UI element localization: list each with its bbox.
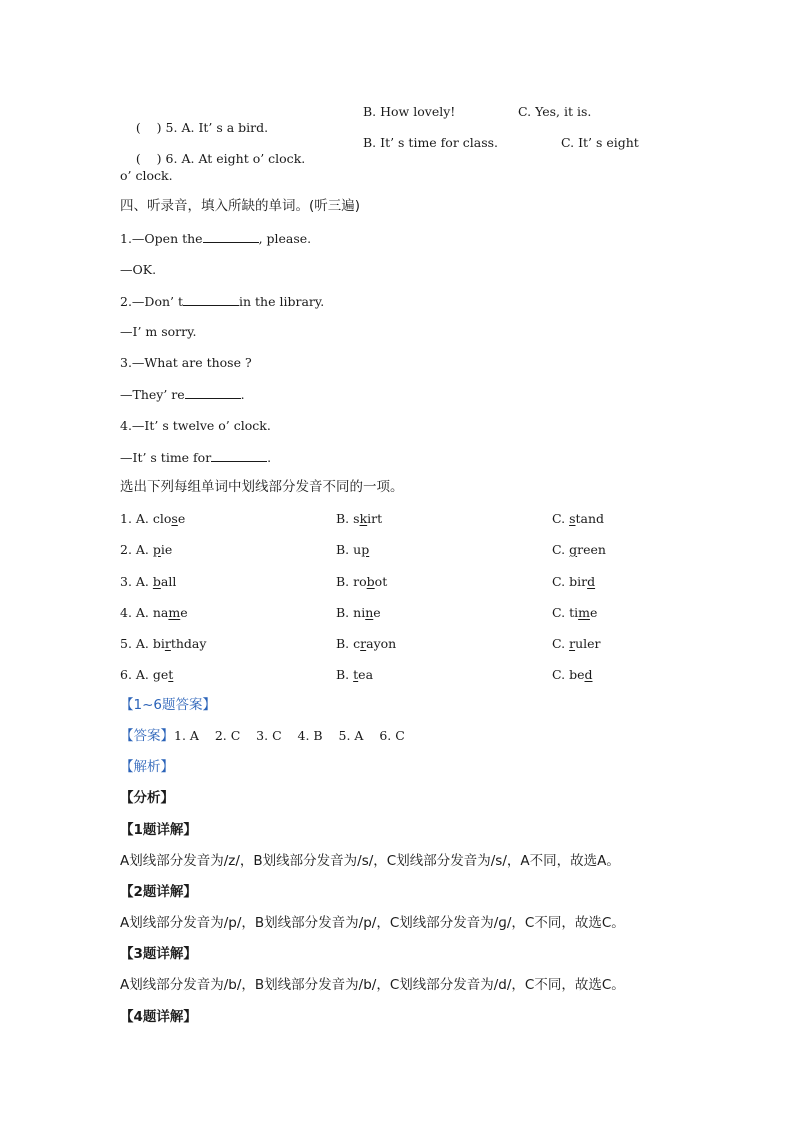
phonics-row-1-option-c: C. stand — [552, 511, 605, 526]
phonics-word: ruler — [569, 636, 601, 651]
phonics-row-1-option-b: B. skirt — [336, 511, 383, 526]
underlined-letters: k — [359, 511, 368, 526]
phonics-row-6-option-b: B. tea — [336, 667, 374, 682]
answers-label: 【答案】 — [120, 728, 174, 744]
phonics-word: close — [152, 511, 186, 526]
phonics-word: bed — [569, 667, 593, 682]
fill-q4-text: —It’ s time for — [120, 450, 212, 465]
listening-item-6-option-c: C. It’ s eight — [561, 135, 639, 150]
item-number: 5. — [165, 120, 178, 135]
fenxi-label: 【分析】 — [120, 790, 174, 806]
underlined-letters: r — [569, 636, 576, 651]
underlined-letters: t — [168, 667, 174, 682]
phonics-word: ball — [152, 574, 177, 589]
detail-1-text: A划线部分发音为/z/，B划线部分发音为/s/，C划线部分发音为/s/，A不同，故选A。 — [120, 853, 620, 869]
phonics-row-4-option-b: B. nine — [336, 605, 381, 620]
fill-q4-text-end: . — [267, 450, 272, 465]
phonics-row-4-option-a: 4. A. name — [120, 605, 188, 620]
listening-item-6-continuation: o’ clock. — [120, 168, 173, 183]
fill-q2 — [120, 293, 324, 310]
fill-q4: 4.—It’ s twelve o’ clock. — [120, 418, 271, 433]
phonics-row-2-option-a: 2. A. pie — [120, 542, 173, 557]
answer-blank[interactable] — [203, 230, 259, 243]
answers-line — [120, 728, 405, 744]
detail-1-head: 【1题详解】 — [120, 822, 197, 838]
phonics-row-6-option-a: 6. A. get — [120, 667, 174, 682]
underlined-letters: s — [171, 511, 178, 526]
phonics-word: bird — [569, 574, 596, 589]
underlined-letters: p — [361, 542, 370, 557]
phonics-word: skirt — [353, 511, 383, 526]
listening-item-5-option-c: C. Yes, it is. — [518, 104, 592, 119]
fill-q2-text-end: in the library. — [239, 294, 325, 309]
answer-paren: ( ) — [135, 151, 162, 166]
analysis-label: 【解析】 — [120, 759, 174, 775]
underlined-letters: t — [353, 667, 359, 682]
answer-blank[interactable] — [185, 386, 241, 399]
phonics-word: tea — [353, 667, 374, 682]
phonics-word: birthday — [152, 636, 207, 651]
fill-q3-text-end: . — [240, 387, 245, 402]
detail-2-text: A划线部分发音为/p/，B划线部分发音为/p/，C划线部分发音为/ɡ/，C不同，故选C。 — [120, 915, 625, 931]
fill-q1-text: 1.—Open the — [120, 231, 203, 246]
fill-q3: 3.—What are those ? — [120, 355, 252, 370]
phonics-row-2-option-b: B. up — [336, 542, 370, 557]
underlined-letters: n — [365, 605, 374, 620]
underlined-letters: r — [164, 636, 171, 651]
detail-4-head: 【4题详解】 — [120, 1009, 197, 1025]
fill-q2-text: 2.—Don’ t — [120, 294, 183, 309]
fill-q2-reply: —I’ m sorry. — [120, 324, 197, 339]
fill-q4-reply — [120, 449, 271, 466]
option-a: A. At eight o’ clock. — [181, 151, 306, 166]
fill-q1-reply: —OK. — [120, 262, 157, 277]
phonics-word: crayon — [353, 636, 397, 651]
phonics-row-3-option-c: C. bird — [552, 574, 596, 589]
detail-3-head: 【3题详解】 — [120, 946, 197, 962]
listening-item-6-option-b: B. It’ s time for class. — [363, 135, 499, 150]
phonics-word: get — [152, 667, 174, 682]
fill-q3-text: —They’ re — [120, 387, 185, 402]
answers-text: 1. A 2. C 3. C 4. B 5. A 6. C — [174, 728, 405, 743]
answers-header: 【1~6题答案】 — [120, 697, 216, 713]
underlined-letters: r — [360, 636, 367, 651]
section-4-title: 四、听录音，填入所缺的单词。(听三遍) — [120, 198, 361, 214]
phonics-title: 选出下列每组单词中划线部分发音不同的一项。 — [120, 479, 404, 495]
phonics-row-5-option-a: 5. A. birthday — [120, 636, 207, 651]
phonics-word: name — [152, 605, 188, 620]
underlined-letters: m — [168, 605, 181, 620]
phonics-word: stand — [569, 511, 605, 526]
phonics-word: robot — [353, 574, 388, 589]
item-number: 6. — [165, 151, 178, 166]
phonics-row-1-option-a: 1. A. close — [120, 511, 186, 526]
detail-2-head: 【2题详解】 — [120, 884, 197, 900]
underlined-letters: d — [587, 574, 596, 589]
underlined-letters: g — [569, 542, 578, 557]
phonics-word: green — [569, 542, 606, 557]
listening-item-5-option-b: B. How lovely! — [363, 104, 456, 119]
phonics-word: time — [569, 605, 598, 620]
phonics-word: up — [353, 542, 370, 557]
fill-q1 — [120, 230, 311, 247]
phonics-row-3-option-b: B. robot — [336, 574, 388, 589]
phonics-row-4-option-c: C. time — [552, 605, 598, 620]
option-a: A. It’ s a bird. — [181, 120, 269, 135]
fill-q1-text-end: , please. — [258, 231, 312, 246]
underlined-letters: b — [152, 574, 161, 589]
underlined-letters: p — [152, 542, 161, 557]
phonics-word: nine — [353, 605, 381, 620]
underlined-letters: d — [584, 667, 593, 682]
phonics-row-5-option-c: C. ruler — [552, 636, 601, 651]
phonics-row-2-option-c: C. green — [552, 542, 606, 557]
underlined-letters: s — [569, 511, 576, 526]
answer-paren: ( ) — [135, 120, 162, 135]
phonics-row-3-option-a: 3. A. ball — [120, 574, 177, 589]
answer-blank[interactable] — [211, 449, 267, 462]
phonics-row-6-option-c: C. bed — [552, 667, 593, 682]
phonics-row-5-option-b: B. crayon — [336, 636, 397, 651]
fill-q3-reply — [120, 386, 245, 403]
underlined-letters: b — [366, 574, 375, 589]
detail-3-text: A划线部分发音为/b/，B划线部分发音为/b/，C划线部分发音为/d/，C不同，故选C。 — [120, 977, 625, 993]
phonics-word: pie — [152, 542, 173, 557]
answer-blank[interactable] — [183, 293, 239, 306]
underlined-letters: m — [578, 605, 590, 620]
